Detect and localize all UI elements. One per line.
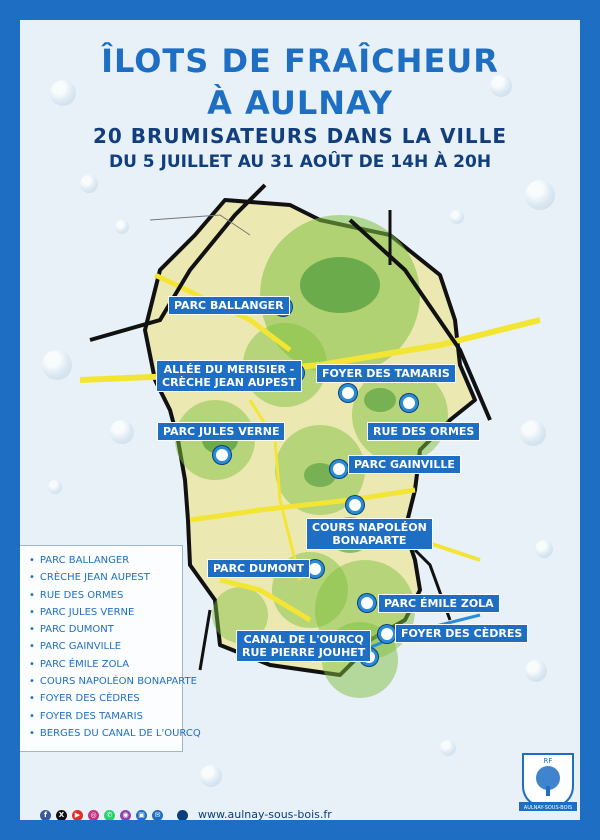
subtitle: 20 BRUMISATEURS DANS LA VILLE <box>92 124 508 148</box>
label-canal-ourcq[interactable] <box>236 630 371 662</box>
label-parc-emile-zola[interactable]: PARC ÉMILE ZOLA <box>378 594 500 613</box>
legend-item: • BERGES DU CANAL DE L'OURCQ <box>29 725 182 742</box>
tree-trunk <box>546 786 550 796</box>
label-foyer-tamaris[interactable]: FOYER DES TAMARIS <box>316 364 456 383</box>
legend-item: • COURS NAPOLÉON BONAPARTE <box>29 673 182 690</box>
whatsapp-icon[interactable]: ✆ <box>104 810 115 820</box>
app-icon[interactable]: ▣ <box>136 810 147 820</box>
location-pin[interactable] <box>358 594 376 612</box>
location-pin[interactable] <box>330 460 348 478</box>
legend-item: • FOYER DES CÈDRES <box>29 690 182 707</box>
location-pin[interactable] <box>339 384 357 402</box>
label-rue-des-ormes[interactable]: RUE DES ORMES <box>367 422 480 441</box>
x-icon[interactable]: X <box>56 810 67 820</box>
legend <box>20 545 201 752</box>
instagram-icon[interactable]: ◎ <box>88 810 99 820</box>
crest-name: AULNAY-SOUS-BOIS <box>523 805 573 811</box>
podcast-icon[interactable]: ◉ <box>120 810 131 820</box>
legend-item: • PARC JULES VERNE <box>29 604 182 621</box>
location-pin[interactable] <box>400 394 418 412</box>
label-line: BONAPARTE <box>332 534 407 547</box>
label-parc-jules-verne[interactable]: PARC JULES VERNE <box>157 422 285 441</box>
location-pin[interactable] <box>378 625 396 643</box>
youtube-icon[interactable]: ▶ <box>72 810 83 820</box>
dates: DU 5 JUILLET AU 31 AOÛT DE 14H À 20H <box>108 152 492 172</box>
website-link[interactable]: www.aulnay-sous-bois.fr <box>198 808 332 820</box>
facebook-icon[interactable]: f <box>40 810 51 820</box>
mail-icon[interactable]: ✉ <box>152 810 163 820</box>
crest-monogram: RF <box>543 757 553 765</box>
legend-item: • PARC GAINVILLE <box>29 638 182 655</box>
label-allee-merisier[interactable] <box>156 360 302 392</box>
website-icon <box>177 810 188 820</box>
location-pin[interactable] <box>346 496 364 514</box>
legend-item: • PARC BALLANGER <box>29 552 182 569</box>
legend-item: • RUE DES ORMES <box>29 587 182 604</box>
location-pin[interactable] <box>213 446 231 464</box>
label-line: CANAL DE L'OURCQ <box>243 633 364 646</box>
legend-item: • FOYER DES TAMARIS <box>29 708 182 725</box>
label-line: ALLÉE DU MERISIER - <box>163 363 295 376</box>
label-parc-dumont[interactable]: PARC DUMONT <box>207 559 310 578</box>
label-foyer-cedres[interactable]: FOYER DES CÈDRES <box>395 624 528 643</box>
poster-panel <box>20 20 580 820</box>
title-line-1: ÎLOTS DE FRAÎCHEUR <box>101 42 499 80</box>
label-line: COURS NAPOLÉON <box>312 521 427 534</box>
label-line: CRÈCHE JEAN AUPEST <box>162 376 296 389</box>
legend-item: • PARC DUMONT <box>29 621 182 638</box>
footer <box>40 810 440 820</box>
label-parc-gainville[interactable]: PARC GAINVILLE <box>348 455 461 474</box>
label-parc-ballanger[interactable]: PARC BALLANGER <box>168 296 290 315</box>
highway <box>200 610 210 670</box>
legend-list <box>20 552 201 742</box>
park-area <box>300 257 380 313</box>
park-area <box>364 388 396 412</box>
title-line-2: À AULNAY <box>207 84 393 122</box>
label-line: RUE PIERRE JOUHET <box>242 646 366 659</box>
legend-item: • CRÈCHE JEAN AUPEST <box>29 569 182 586</box>
label-cours-napoleon[interactable] <box>306 518 433 550</box>
city-crest-logo <box>515 748 580 814</box>
legend-item: • PARC ÉMILE ZOLA <box>29 656 182 673</box>
